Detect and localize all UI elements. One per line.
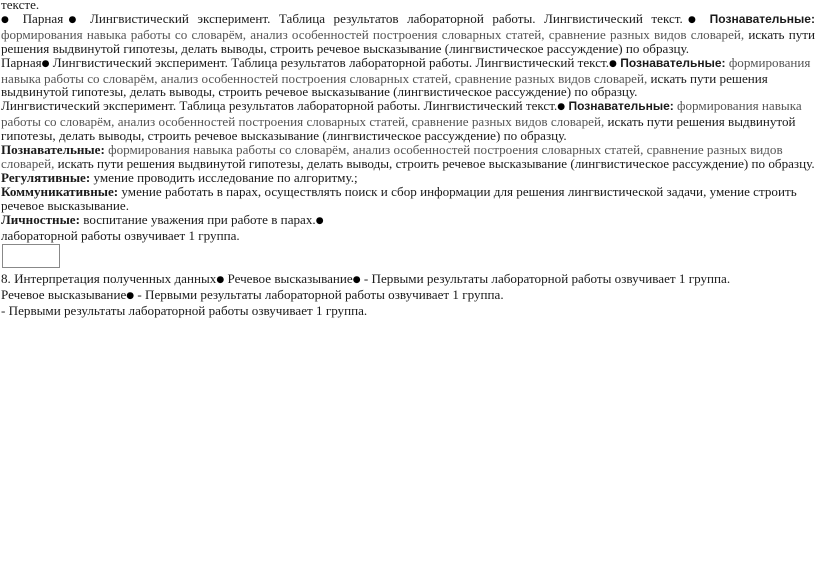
p1-text-rest: искать пути решения выдвинутой гипотезы, делать выводы, строить речевое высказывание (лингвистическое рассуждение) по образцу.: [1, 26, 815, 56]
p9-text-c: - Первыми результаты лабораторной работы озвучивает 1 группа.: [360, 271, 731, 287]
p4-label-cognitive: Познавательные:: [1, 142, 105, 158]
p2-label-cognitive: Познавательные:: [616, 55, 726, 70]
p3-text-rest: искать пути решения выдвинутой гипотезы, делать выводы, строить речевое высказывание (лингвистическое рассуждение) по образцу.: [1, 114, 796, 144]
paragraph-interpretation: [1, 272, 815, 288]
paragraph-2: [1, 56, 815, 100]
bullet-icon: ●: [682, 14, 702, 25]
paragraph-communicative: [1, 185, 815, 213]
bullet-icon: ●: [557, 102, 566, 113]
p4-text-rest: искать пути решения выдвинутой гипотезы, делать выводы, строить речевое высказывание (лингвистическое рассуждение) по образцу.: [54, 155, 815, 171]
label-communicative: Коммуникативные:: [1, 183, 119, 199]
p2-text-a: Парная: [1, 54, 42, 70]
document-page: [1, 0, 815, 318]
p2-text-rest: искать пути решения выдвинутой гипотезы, делать выводы, строить речевое высказывание (лингвистическое рассуждение) по образцу.: [1, 70, 768, 100]
bullet-icon: ●: [126, 291, 135, 302]
bullet-icon: ●: [352, 275, 361, 286]
text-line-1: тексте.: [1, 0, 40, 12]
p4-text-grey: формирования навыка работы со словарём, анализ особенностей построения словарных статей, сравнение разных видов словарей,: [1, 142, 783, 171]
bullet-icon: ●: [609, 58, 617, 69]
communicative-text: умение работать в парах, осуществлять поиск и сбор информации для решения лингвистической задачи, умение строить речевое высказывание.: [1, 183, 797, 213]
paragraph-personal: [1, 213, 815, 229]
paragraph-speech: [1, 288, 815, 304]
paragraph-1: [1, 12, 815, 56]
personal-text: воспитание уважения при работе в парах.: [79, 211, 316, 227]
p1-text-b: Лингвистический эксперимент. Таблица результатов лабораторной работы. Лингвистический текст.: [81, 10, 683, 26]
p1-label-cognitive: Познавательные:: [701, 11, 815, 26]
label-regulative: Регулятивные:: [1, 169, 91, 185]
paragraph-regulative: [1, 171, 815, 185]
p3-text-a: Лингвистический эксперимент. Таблица результатов лабораторной работы. Лингвистический текст.: [1, 98, 558, 114]
regulative-text: умение проводить исследование по алгоритму.;: [90, 169, 358, 185]
p3-label-cognitive: Познавательные:: [565, 99, 674, 114]
p10-text-a: Речевое высказывание: [1, 287, 127, 303]
bullet-icon: ●: [41, 58, 50, 69]
p2-text-grey: формирования навыка работы со словарём, анализ особенностей построения словарных статей, сравнение разных видов словарей,: [1, 54, 811, 86]
p1-text-a: Парная: [14, 10, 64, 26]
p10-text-b: - Первыми результаты лабораторной работы озвучивает 1 группа.: [134, 287, 504, 303]
p3-text-grey: формирования навыка работы со словарём, анализ особенностей построения словарных статей, сравнение разных видов словарей,: [1, 98, 802, 130]
paragraph-lab-result: лабораторной работы озвучивает 1 группа.: [1, 227, 240, 243]
bullet-icon: ●: [63, 14, 82, 25]
p9-text-b: Речевое высказывание: [224, 271, 353, 287]
bullet-icon: ●: [1, 14, 15, 25]
paragraph-first-results: - Первыми результаты лабораторной работы озвучивает 1 группа.: [1, 303, 368, 319]
paragraph-3: [1, 99, 815, 143]
paragraph-4: [1, 143, 815, 171]
p9-text-a: 8. Интерпретация полученных данных: [1, 271, 217, 287]
p1-text-grey: формирования навыка работы со словарём, анализ особенностей построения словарных статей, сравнение разных видов словарей,: [1, 26, 745, 42]
bullet-icon: ●: [315, 215, 324, 226]
bullet-icon: ●: [216, 275, 225, 286]
label-personal: Личностные:: [1, 211, 80, 227]
p2-text-b: Лингвистический эксперимент. Таблица результатов лабораторной работы. Лингвистический текст.: [49, 54, 610, 70]
empty-frame-box: [2, 244, 60, 268]
